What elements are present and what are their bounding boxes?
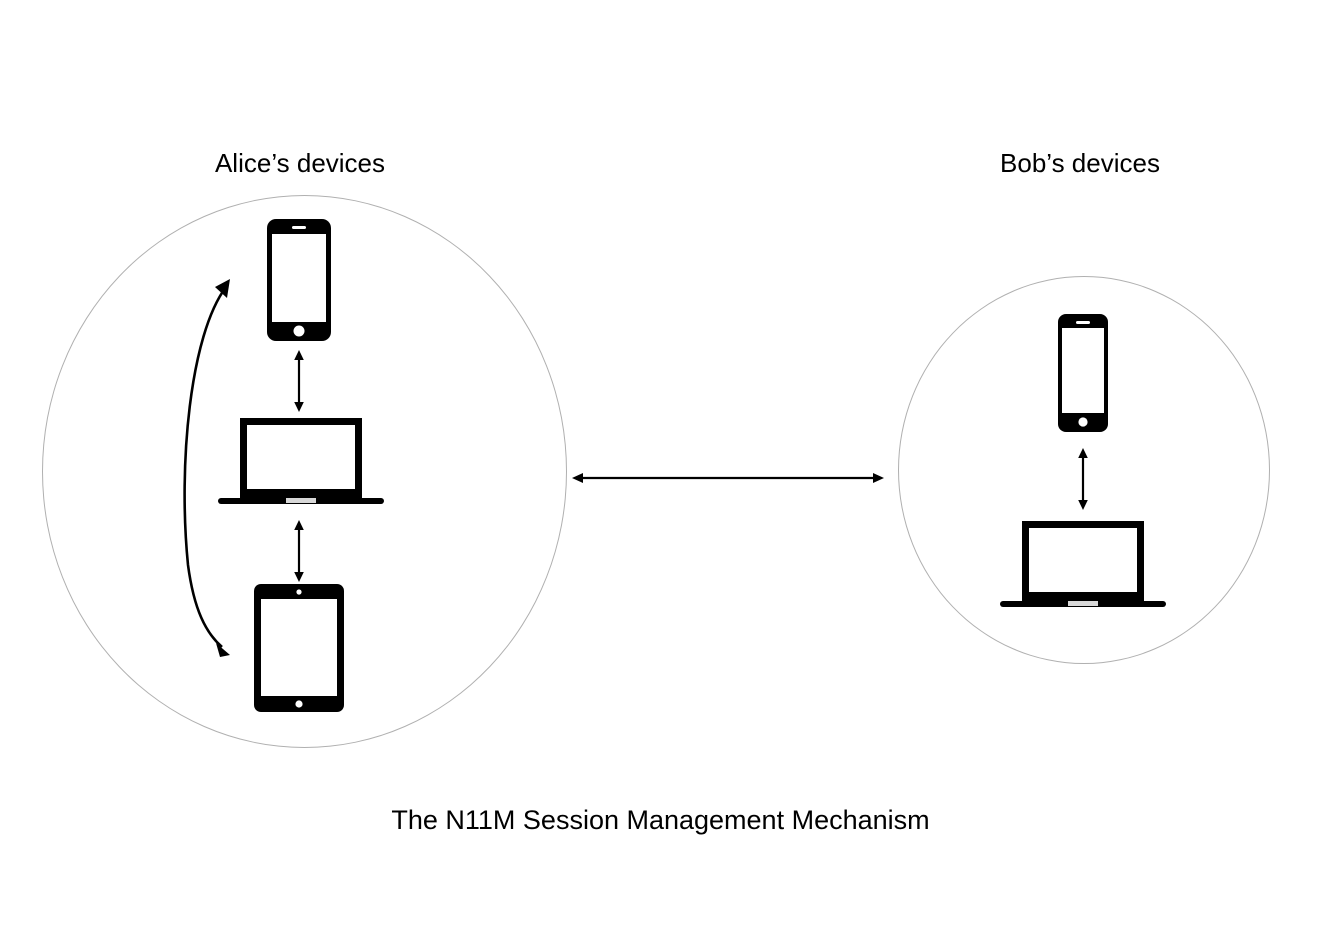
alice-phone-laptop-link: [288, 350, 310, 412]
alice-laptop-tablet-link: [288, 520, 310, 582]
bob-phone-laptop-link: [1072, 448, 1094, 510]
alice-phone-tablet-curved-link: [170, 265, 250, 665]
alice-bob-link: [572, 466, 884, 490]
alice-phone-icon: [266, 218, 332, 347]
diagram-caption: The N11M Session Management Mechanism: [391, 805, 930, 835]
bob-laptop-icon: [1000, 519, 1166, 617]
bob-phone-icon: [1057, 313, 1109, 438]
bob-group-label: Bob’s devices: [1000, 148, 1160, 178]
alice-group-label: Alice’s devices: [214, 148, 386, 178]
alice-tablet-icon: [253, 583, 345, 718]
